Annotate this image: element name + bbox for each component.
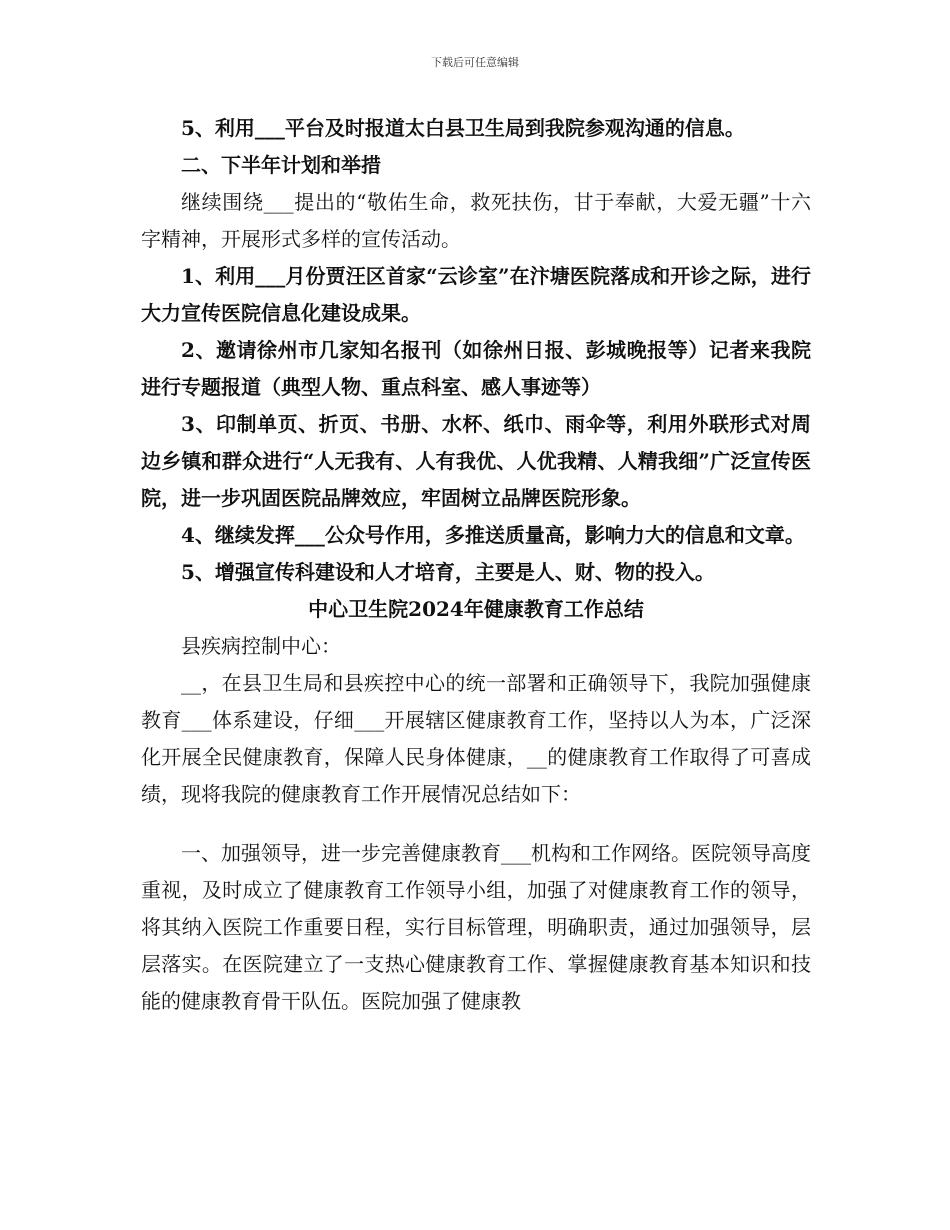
paragraph-gap	[141, 813, 811, 835]
section-one-paragraph: 一、加强领导，进一步完善健康教育___机构和工作网络。医院领导高度重视，及时成立了健康教育工作领导小组，加强了对健康教育工作的领导，将其纳入医院工作重要日程，实行目标管理，明确职责，通过加强领导，层层落实。在医院建立了一支热心健康教育工作、掌握健康教育基本知识和技能的健康教育骨干队伍。医院加强了健康教	[141, 841, 811, 1013]
plan-item-2: 2、邀请徐州市几家知名报刊（如徐州日报、彭城晚报等）记者来我院进行专题报道（典型人物、重点科室、感人事迹等）	[141, 338, 811, 399]
plan-item-1: 1、利用___月份贾汪区首家“云诊室”在汴塘医院落成和开诊之际，进行大力宣传医院信息化建设成果。	[141, 264, 811, 325]
summary-item-5: 5、利用___平台及时报道太白县卫生局到我院参观沟通的信息。	[181, 116, 745, 140]
plan-item-4: 4、继续发挥___公众号作用，多推送质量高，影响力大的信息和文章。	[181, 523, 805, 547]
plan-item-5: 5、增强宣传科建设和人才培育，主要是人、财、物的投入。	[181, 560, 715, 584]
document-body	[141, 110, 811, 1020]
summary-intro-paragraph: __，在县卫生局和县疾控中心的统一部署和正确领导下，我院加强健康教育___体系建设，仔细___开展辖区健康教育工作，坚持以人为本，广泛深化开展全民健康教育，保障人民身体健康，__的健康教育工作取得了可喜成绩，现将我院的健康教育工作开展情况总结如下：	[141, 671, 811, 806]
section-heading-plan: 二、下半年计划和举措	[181, 153, 381, 177]
salutation: 县疾病控制中心：	[181, 634, 341, 658]
plan-item-3: 3、印制单页、折页、书册、水杯、纸巾、雨伞等，利用外联形式对周边乡镇和群众进行“人无我有、人有我优、人优我精、人精我细”广泛宣传医院，进一步巩固医院品牌效应，牢固树立品牌医院形象。	[141, 412, 811, 510]
document-title: 中心卫生院2024年健康教育工作总结	[308, 597, 644, 621]
header-note: 下载后可任意编辑	[431, 56, 519, 69]
plan-intro-paragraph: 继续围绕___提出的“敬佑生命，救死扶伤，甘于奉献，大爱无疆”十六字精神，开展形式多样的宣传活动。	[141, 190, 811, 251]
